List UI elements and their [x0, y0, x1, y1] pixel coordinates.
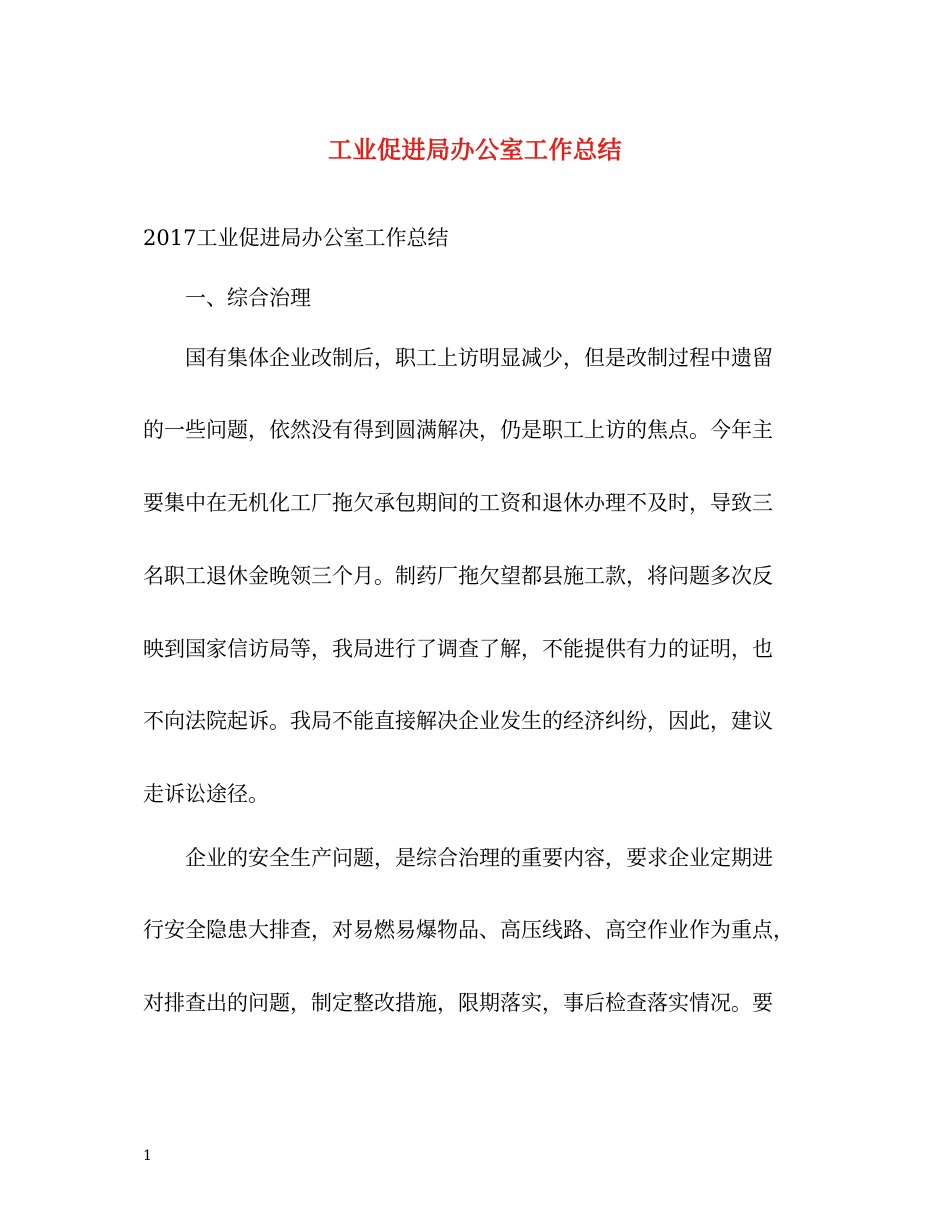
paragraph-line: 国有集体企业改制后，职工上访明显减少，但是改制过程中遗留	[185, 346, 773, 370]
document-subtitle: 2017工业促进局办公室工作总结	[143, 226, 449, 250]
paragraph-line: 的一些问题，依然没有得到圆满解决，仍是职工上访的焦点。今年主	[143, 418, 773, 442]
section-heading: 一、综合治理	[185, 286, 311, 310]
paragraph-line: 企业的安全生产问题，是综合治理的重要内容，要求企业定期进	[185, 846, 773, 870]
paragraph-line: 名职工退休金晚领三个月。制药厂拖欠望都县施工款，将问题多次反	[143, 564, 773, 588]
paragraph-line: 映到国家信访局等，我局进行了调查了解，不能提供有力的证明，也	[143, 637, 773, 661]
paragraph-line: 要集中在无机化工厂拖欠承包期间的工资和退休办理不及时，导致三	[143, 491, 773, 515]
paragraph-line: 行安全隐患大排查，对易燃易爆物品、高压线路、高空作业作为重点，	[143, 918, 794, 942]
document-title: 工业促进局办公室工作总结	[328, 135, 622, 164]
paragraph-line: 对排查出的问题，制定整改措施，限期落实，事后检查落实情况。要	[143, 991, 773, 1015]
paragraph-line: 走诉讼途径。	[143, 782, 269, 806]
paragraph-line: 不向法院起诉。我局不能直接解决企业发生的经济纠纷，因此，建议	[143, 709, 773, 733]
page-number: 1	[143, 1148, 152, 1164]
